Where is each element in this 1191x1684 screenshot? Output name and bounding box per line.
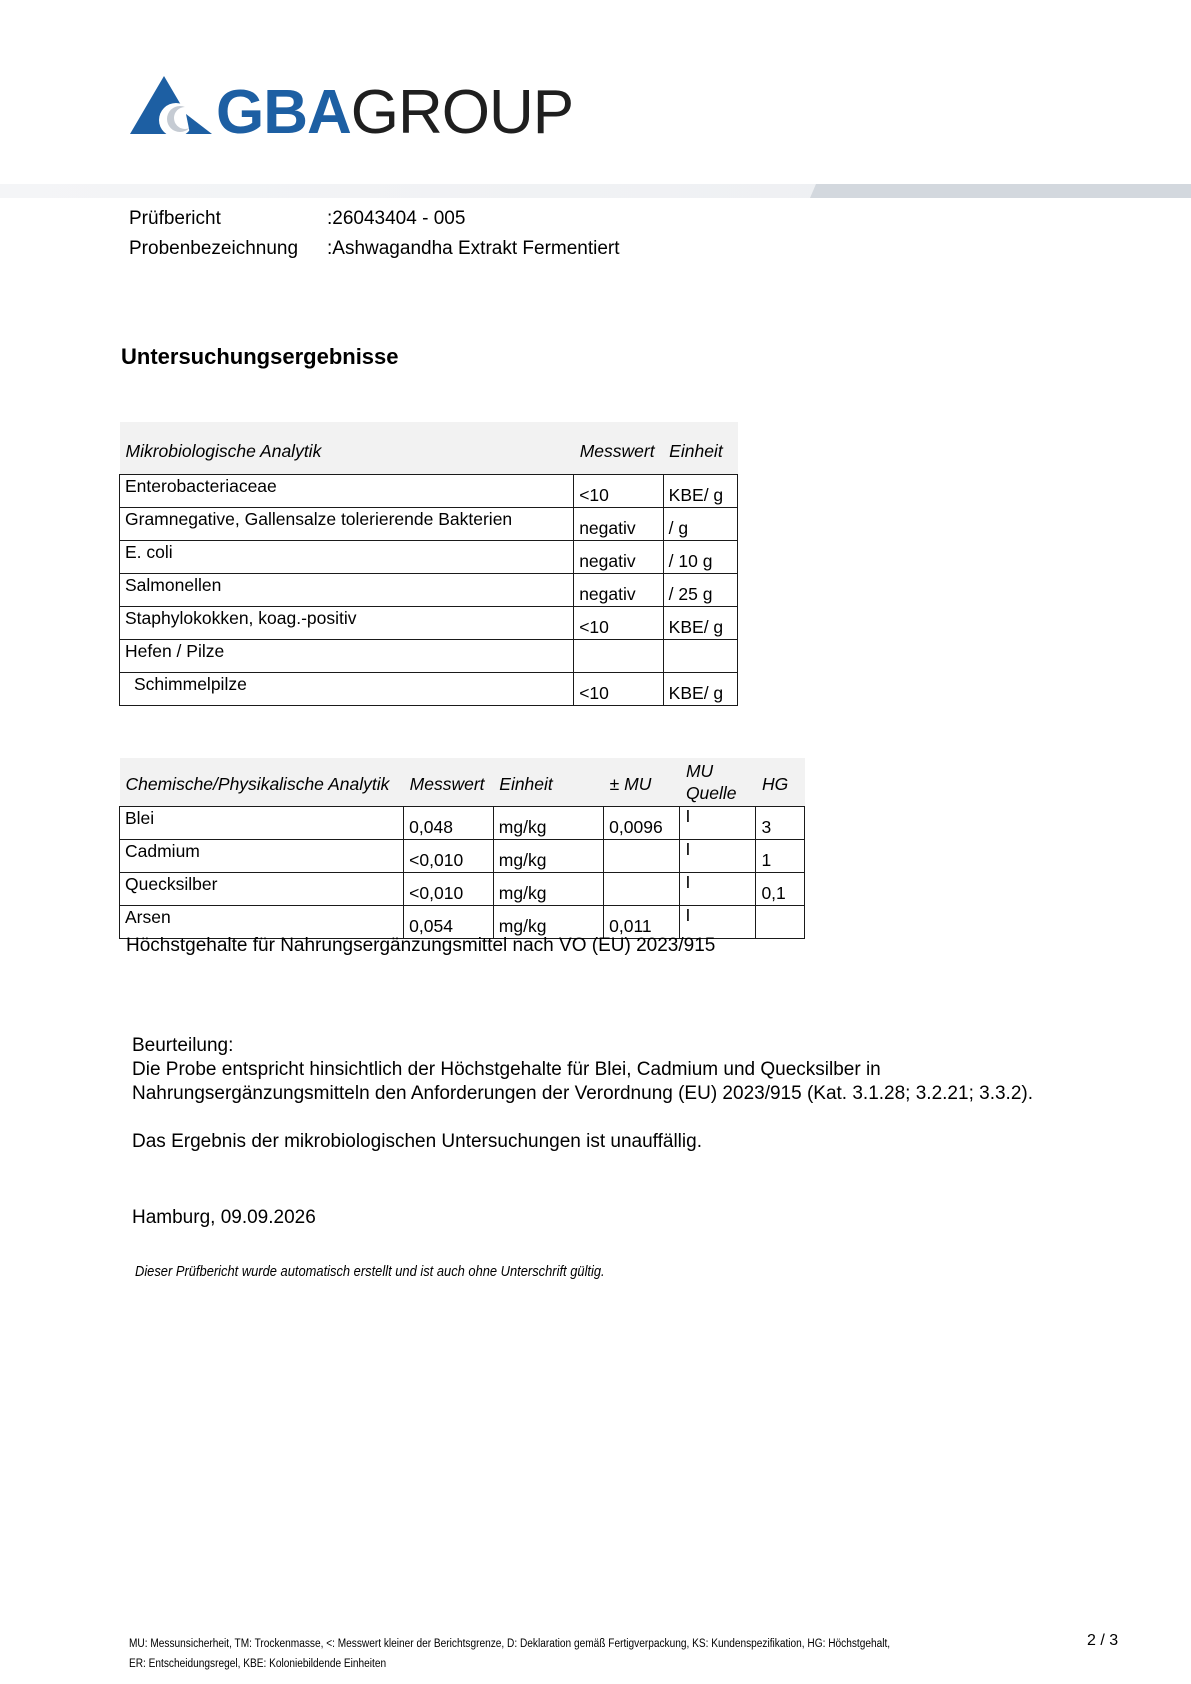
table-row (120, 607, 738, 640)
microbiology-table (119, 422, 738, 706)
maximum-level: 3 (756, 807, 805, 840)
table-row (120, 840, 805, 873)
column-header-unit: Einheit (663, 422, 737, 475)
place-and-date: Hamburg, 09.09.2026 (132, 1207, 316, 1228)
column-header-mu-source (680, 758, 756, 807)
column-header-hg: HG (756, 758, 805, 807)
logo-wordmark (216, 78, 574, 147)
unit (663, 640, 737, 673)
unit: KBE/ g (663, 607, 737, 640)
column-header-analysis: Chemische/Physikalische Analytik (120, 758, 404, 807)
column-header-analysis: Mikrobiologische Analytik (120, 422, 574, 475)
measured-value: negativ (574, 508, 663, 541)
measured-value: negativ (574, 541, 663, 574)
micro-result-text: Das Ergebnis der mikrobiologischen Untersuchungen ist unauffällig. (132, 1131, 702, 1152)
unit: / g (663, 508, 737, 541)
maximum-level-note: Höchstgehalte für Nahrungsergänzungsmittel nach VO (EU) 2023/915 (126, 935, 716, 956)
measured-value: 0,048 (404, 807, 494, 840)
measurement-uncertainty: 0,011 (604, 906, 680, 939)
column-header-value: Messwert (404, 758, 494, 807)
unit: mg/kg (493, 807, 603, 840)
mu-source-header-line2: Quelle (685, 783, 737, 803)
table-row (120, 807, 805, 840)
measurement-uncertainty: 0,0096 (604, 807, 680, 840)
assessment-block (132, 1034, 1112, 1154)
sample-label: Probenbezeichnung (129, 238, 299, 259)
automatic-report-note: Dieser Prüfbericht wurde automatisch erstellt und ist auch ohne Unterschrift gültig. (135, 1263, 605, 1280)
table-row (120, 574, 738, 607)
table-row (120, 475, 738, 508)
logo-text-group: GROUP (350, 78, 574, 147)
column-header-unit: Einheit (493, 758, 603, 807)
measurement-uncertainty (604, 873, 680, 906)
triangle-logo-icon (130, 76, 212, 136)
unit: mg/kg (493, 840, 603, 873)
sample-name: :Ashwagandha Extrakt Fermentiert (327, 238, 620, 259)
table-header-row (120, 422, 738, 475)
analyte-group-name: Hefen / Pilze (120, 640, 574, 673)
maximum-level (756, 906, 805, 939)
analyte-name: Enterobacteriaceae (120, 475, 574, 508)
measured-value: <10 (574, 475, 663, 508)
measured-value: <10 (574, 673, 663, 706)
column-header-mu: ± MU (604, 758, 680, 807)
measured-value: <0,010 (404, 873, 494, 906)
table-row (120, 673, 738, 706)
logo-text-gba: GBA (216, 78, 351, 147)
measured-value: negativ (574, 574, 663, 607)
company-logo (130, 76, 574, 147)
unit: KBE/ g (663, 673, 737, 706)
section-heading: Untersuchungsergebnisse (121, 344, 399, 369)
analyte-name: Staphylokokken, koag.-positiv (120, 607, 574, 640)
mu-source: I (680, 906, 756, 939)
report-label: Prüfbericht (129, 208, 221, 229)
column-header-value: Messwert (574, 422, 663, 475)
unit: KBE/ g (663, 475, 737, 508)
measured-value: <0,010 (404, 840, 494, 873)
table-row (120, 541, 738, 574)
analyte-name: Gramnegative, Gallensalze tolerierende Bakterien (120, 508, 574, 541)
analyte-name: E. coli (120, 541, 574, 574)
table-row (120, 906, 805, 939)
table-row (120, 640, 738, 673)
assessment-label: Beurteilung: (132, 1035, 234, 1056)
mu-source: I (680, 873, 756, 906)
measured-value (574, 640, 663, 673)
analyte-name: Blei (120, 807, 404, 840)
analyte-name: Quecksilber (120, 873, 404, 906)
maximum-level: 1 (756, 840, 805, 873)
mu-source: I (680, 807, 756, 840)
assessment-text: Die Probe entspricht hinsichtlich der Höchstgehalte für Blei, Cadmium und Quecksilber in Nahrungsergänzungsmitteln den Anforderungen der Verordnung (EU) 2023/915 (Kat. 3.1.28; 3.2.21; 3.3.2). (132, 1059, 1033, 1104)
table-row (120, 508, 738, 541)
analyte-name: Salmonellen (120, 574, 574, 607)
measurement-uncertainty (604, 840, 680, 873)
report-number: :26043404 - 005 (327, 208, 466, 229)
chemical-table (119, 758, 805, 939)
maximum-level: 0,1 (756, 873, 805, 906)
page-number: 2 / 3 (1087, 1632, 1119, 1649)
mu-source-header-line1: MU (685, 761, 714, 781)
header-divider-accent (810, 184, 1191, 198)
footer-line: ER: Entscheidungsregel, KBE: Koloniebildende Einheiten (129, 1658, 387, 1670)
mu-source: I (680, 840, 756, 873)
analyte-name: Arsen (120, 906, 404, 939)
measured-value: 0,054 (404, 906, 494, 939)
unit: mg/kg (493, 873, 603, 906)
unit: / 25 g (663, 574, 737, 607)
analyte-name: Cadmium (120, 840, 404, 873)
table-row (120, 873, 805, 906)
table-header-row (120, 758, 805, 807)
unit: mg/kg (493, 906, 603, 939)
footer-abbreviations (129, 1634, 1009, 1674)
analyte-name: Schimmelpilze (120, 673, 574, 706)
measured-value: <10 (574, 607, 663, 640)
unit: / 10 g (663, 541, 737, 574)
footer-line: MU: Messunsicherheit, TM: Trockenmasse, <: Messwert kleiner der Berichtsgrenze, D: Deklaration gemäß Fertigverpackung, KS: Kundenspezifikation, HG: Höchstgehalt, (129, 1638, 891, 1650)
